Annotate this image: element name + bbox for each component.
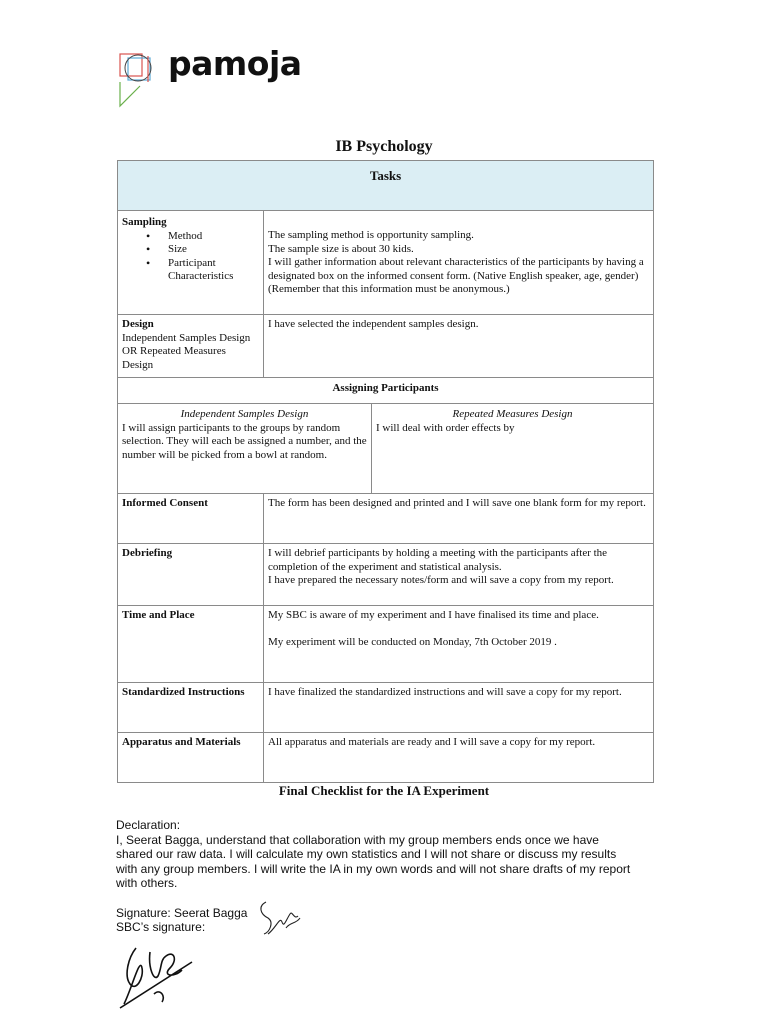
debriefing-row bbox=[118, 544, 654, 606]
sbc-signature-line: SBC’s signature: bbox=[116, 920, 206, 934]
declaration-body: I, Seerat Bagga, understand that collaboration with my group members ends once we have shared our raw data. I will calculate my own statistics and I will not share or discuss my results with any group members. I will write the IA in my own words and will not share drafts of my report with others. bbox=[116, 832, 631, 890]
debriefing-text: I will debrief participants by holding a meeting with the participants after the completion of the experiment and statistical analysis. bbox=[268, 547, 608, 573]
declaration bbox=[116, 818, 636, 891]
design-row bbox=[118, 315, 654, 378]
assigning-row bbox=[118, 404, 654, 494]
experiment-date-text: My experiment will be conducted on Monday, 7th October 2019 . bbox=[268, 635, 557, 648]
informed-consent-text: The form has been designed and printed and I will save one blank form for my report. bbox=[264, 494, 654, 544]
sampling-list bbox=[122, 230, 259, 284]
time-place-text: My SBC is aware of my experiment and I have finalised its time and place. bbox=[268, 609, 599, 621]
pamoja-logo bbox=[114, 44, 344, 110]
checklist-title: Final Checklist for the IA Experiment bbox=[278, 783, 490, 798]
standardized-instructions-text: I have finalized the standardized instructions and will save a copy for my report. bbox=[264, 683, 654, 733]
sampling-label: Sampling bbox=[122, 216, 167, 228]
informed-consent-label: Informed Consent bbox=[118, 494, 264, 544]
independent-samples-title: Independent Samples Design bbox=[180, 408, 309, 420]
apparatus-row bbox=[118, 733, 654, 783]
assigning-participants-header: Assigning Participants bbox=[118, 378, 654, 404]
independent-samples-text: I will assign participants to the groups by random selection. They will each be assigned a number, and the number will be picked from a bowl at random. bbox=[122, 421, 367, 461]
document-title: IB Psychology bbox=[335, 138, 433, 155]
repeated-measures-title: Repeated Measures Design bbox=[452, 408, 573, 420]
debriefing-label: Debriefing bbox=[118, 544, 264, 606]
standardized-instructions-label: Standardized Instructions bbox=[118, 683, 264, 733]
time-place-row bbox=[118, 606, 654, 683]
sampling-size-text: The sample size is about 30 kids. bbox=[268, 242, 414, 255]
sbc-signature-image bbox=[114, 938, 204, 1014]
debriefing-notes-text: I have prepared the necessary notes/form and will save a copy from my report. bbox=[268, 574, 614, 587]
sampling-row bbox=[118, 211, 654, 315]
design-text: I have selected the independent samples design. bbox=[264, 315, 654, 378]
standardized-instructions-row bbox=[118, 683, 654, 733]
logo-text: pamoja bbox=[168, 44, 302, 83]
apparatus-label: Apparatus and Materials bbox=[118, 733, 264, 783]
tasks-table bbox=[117, 160, 654, 783]
sampling-characteristics-text: I will gather information about relevant characteristics of the participants by having a designated box on the informed consent form. (Native English speaker, age, gender) bbox=[268, 256, 644, 282]
signature-line: Signature: Seerat Bagga bbox=[116, 906, 248, 920]
design-label: Design bbox=[122, 318, 154, 330]
tasks-header: Tasks bbox=[118, 161, 654, 211]
informed-consent-row bbox=[118, 494, 654, 544]
list-item: • Size bbox=[168, 243, 259, 257]
sampling-method-text: The sampling method is opportunity sampling. bbox=[268, 229, 474, 241]
student-signature-image bbox=[256, 898, 304, 940]
declaration-heading: Declaration: bbox=[116, 818, 181, 832]
pamoja-logo-mark bbox=[114, 48, 166, 110]
list-item: • Method bbox=[168, 230, 259, 244]
list-item: • Participant Characteristics bbox=[168, 257, 259, 284]
time-place-label: Time and Place bbox=[118, 606, 264, 683]
apparatus-text: All apparatus and materials are ready and I will save a copy for my report. bbox=[264, 733, 654, 783]
repeated-measures-text: I will deal with order effects by bbox=[376, 421, 515, 434]
design-sublabel: Independent Samples Design OR Repeated Measures Design bbox=[122, 331, 251, 371]
sampling-anonymous-note: (Remember that this information must be anonymous.) bbox=[268, 283, 510, 296]
